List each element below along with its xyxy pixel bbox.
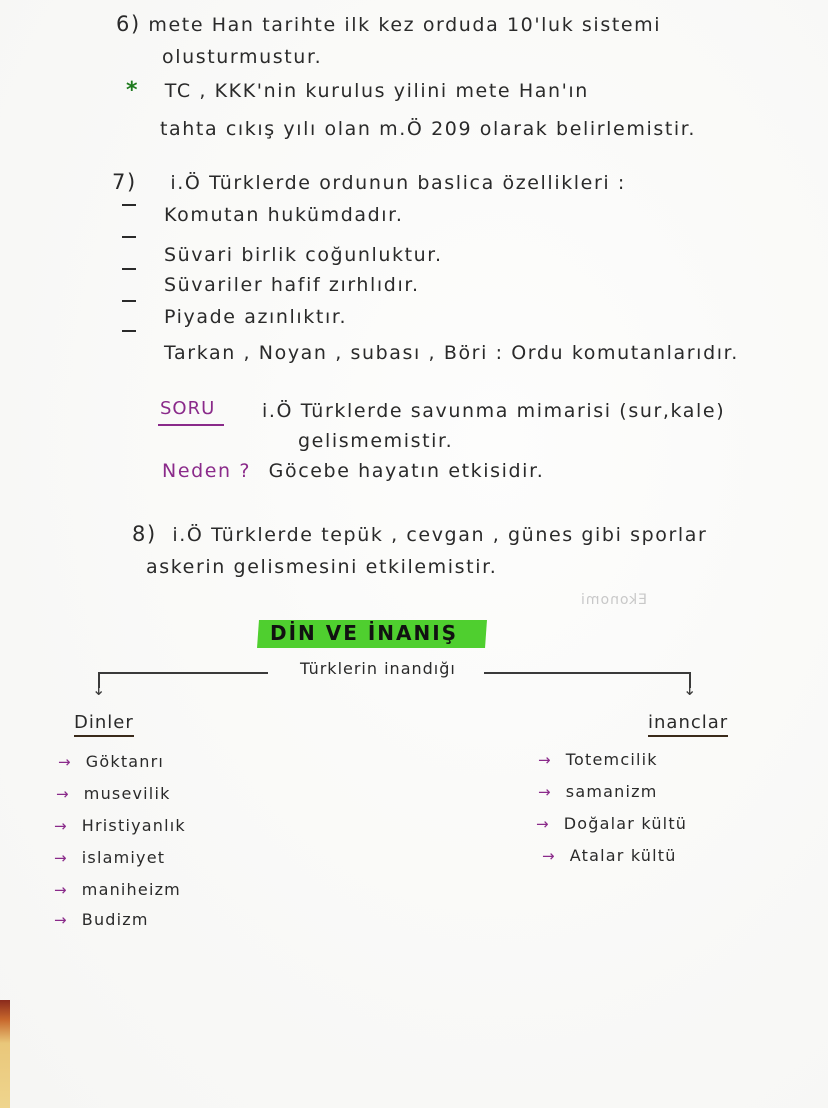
list-item	[542, 846, 677, 865]
answer-text: Göcebe hayatın etkisidir.	[268, 460, 545, 482]
bleed-through-text: Ekonomi	[580, 592, 647, 608]
why-label: Neden ?	[162, 460, 252, 482]
question-underline	[158, 424, 224, 426]
list-item	[54, 816, 186, 835]
column-title-inanclar: inanclar	[648, 712, 728, 737]
section-7-number: 7)	[112, 170, 137, 194]
dash-bullet-icon	[122, 268, 136, 270]
section-6-note	[126, 78, 589, 103]
item-label: Göktanrı	[85, 752, 165, 771]
list-item	[54, 880, 181, 899]
section-6-line-1	[116, 12, 661, 36]
arrow-right-icon: →	[54, 911, 68, 929]
arrow-right-icon: →	[54, 849, 68, 867]
question-label: SORU	[160, 398, 216, 419]
diagram-root: Türklerin inandığı	[300, 659, 456, 678]
section-8-line-2: askerin gelismesini etkilemistir.	[146, 556, 498, 578]
arrow-right-icon: →	[58, 753, 72, 771]
section-heading: DİN VE İNANIŞ	[270, 621, 459, 645]
item-label: Budizm	[81, 910, 149, 929]
item-label: Totemcilik	[565, 750, 658, 769]
section-8-line-1	[132, 522, 707, 546]
section-7-title	[112, 170, 626, 194]
item-label: islamiyet	[81, 848, 166, 867]
list-item	[56, 784, 171, 803]
note-text-1: TC , KKK'nin kurulus yilini mete Han'ın	[164, 80, 589, 102]
question-line-2: gelismemistir.	[298, 430, 454, 452]
item-label: Doğalar kültü	[563, 814, 688, 833]
arrow-right-icon: →	[536, 815, 550, 833]
item-label: Hristiyanlık	[81, 816, 186, 835]
section-8-number: 8)	[132, 522, 157, 546]
dash-bullet-icon	[122, 330, 136, 332]
arrow-down-icon: ↓	[92, 680, 106, 699]
dash-bullet-icon	[122, 204, 136, 206]
list-item: Tarkan , Noyan , subası , Böri : Ordu komutanlarıdır.	[164, 342, 739, 364]
list-item	[536, 814, 687, 833]
arrow-right-icon: →	[54, 881, 68, 899]
star-icon: *	[126, 78, 140, 103]
item-label: samanizm	[565, 782, 658, 801]
dash-bullet-icon	[122, 236, 136, 238]
branch-line-left	[98, 672, 268, 674]
section-6-note-line-2: tahta cıkış yılı olan m.Ö 209 olarak belirlemistir.	[160, 118, 697, 140]
list-item	[54, 910, 149, 929]
arrow-right-icon: →	[542, 847, 556, 865]
arrow-right-icon: →	[538, 751, 552, 769]
page-edge-strip	[0, 1000, 10, 1108]
column-title-dinler: Dinler	[74, 712, 134, 737]
list-item: Komutan hukümdadır.	[164, 204, 404, 226]
list-item	[54, 848, 165, 867]
arrow-down-icon: ↓	[683, 680, 697, 699]
item-label: musevilik	[83, 784, 171, 803]
list-item: Piyade azınlıktır.	[164, 306, 348, 328]
item-label: Atalar kültü	[569, 846, 677, 865]
list-item	[58, 752, 164, 771]
branch-line-right	[484, 672, 690, 674]
section-6-line-2: olusturmustur.	[162, 46, 323, 68]
question-line-1: i.Ö Türklerde savunma mimarisi (sur,kale)	[262, 400, 726, 422]
list-item: Süvari birlik coğunluktur.	[164, 244, 443, 266]
section-6-text: mete Han tarihte ilk kez orduda 10'luk sistemi	[148, 14, 662, 36]
arrow-right-icon: →	[54, 817, 68, 835]
section-6-number: 6)	[116, 12, 141, 36]
arrow-right-icon: →	[56, 785, 70, 803]
list-item	[538, 750, 658, 769]
arrow-right-icon: →	[538, 783, 552, 801]
item-label: maniheizm	[81, 880, 181, 899]
list-item	[538, 782, 657, 801]
section-7-title-text: i.Ö Türklerde ordunun baslica özellikleri :	[170, 172, 626, 194]
question-answer	[162, 460, 544, 482]
list-item: Süvariler hafif zırhlıdır.	[164, 274, 420, 296]
section-8-text: i.Ö Türklerde tepük , cevgan , günes gibi sporlar	[172, 524, 708, 546]
dash-bullet-icon	[122, 300, 136, 302]
